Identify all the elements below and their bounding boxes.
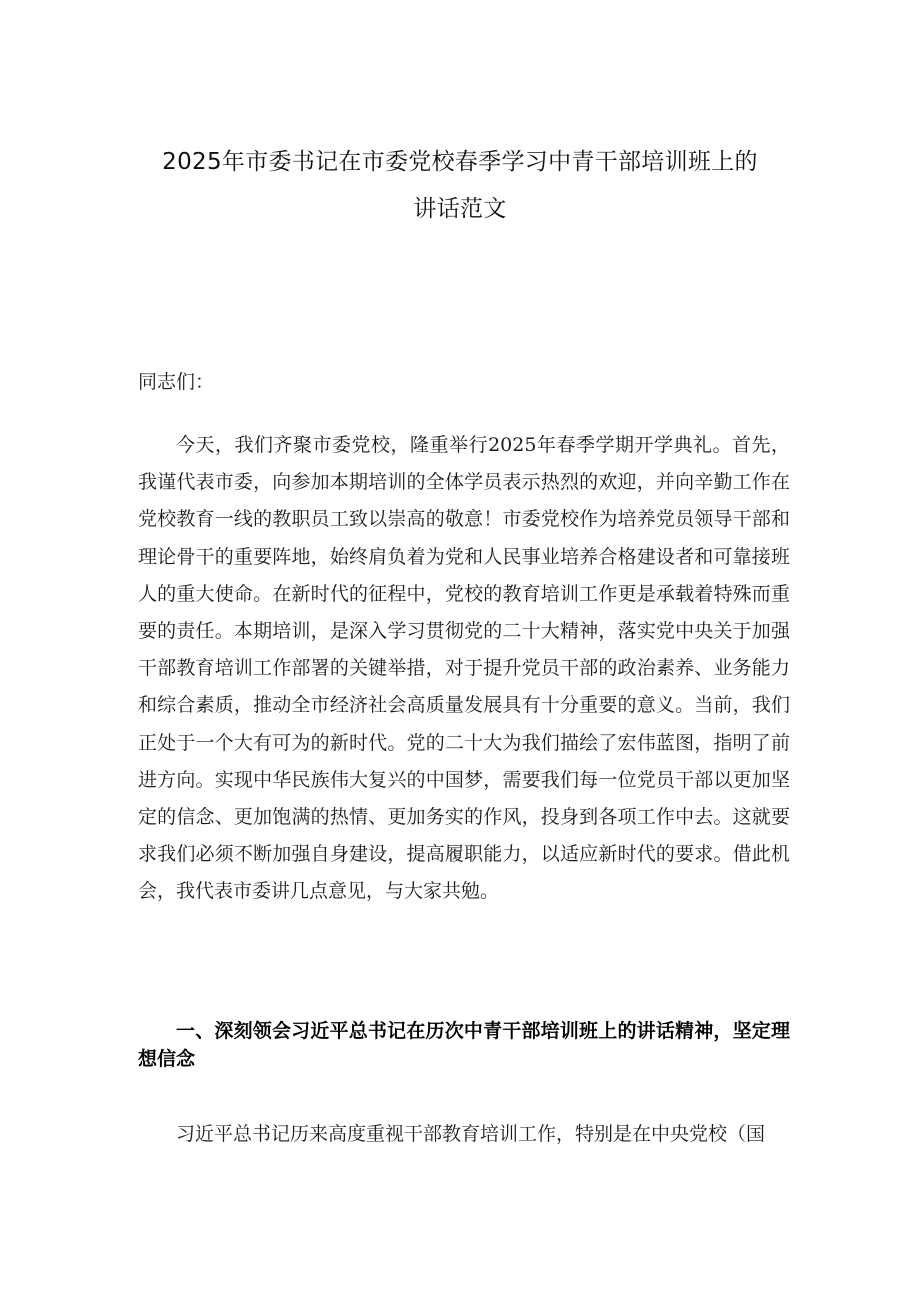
section-heading-1: 一、深刻领会习近平总书记在历次中青干部培训班上的讲话精神，坚定理想信念 xyxy=(138,1020,790,1070)
salutation: 同志们： xyxy=(138,371,215,393)
document-title-line-2: 讲话范文 xyxy=(413,196,507,222)
body-paragraph-1: 今天，我们齐聚市委党校，隆重举行2025年春季学期开学典礼。首先，我谨代表市委，向参加本期培训的全体学员表示热烈的欢迎，并向辛勤工作在党校教育一线的教职员工致以崇高的敬意！市委党校作为培养党员领导干部和理论骨干的重要阵地，始终肩负着为党和人民事业培养合格建设者和可靠接班人的重大使命。在新时代的征程中，党校的教育培训工作更是承载着特殊而重要的责任。本期培训，是深入学习贯彻党的二十大精神，落实党中央关于加强干部教育培训工作部署的关键举措，对于提升党员干部的政治素养、业务能力和综合素质，推动全市经济社会高质量发展具有十分重要的意义。当前，我们正处于一个大有可为的新时代。党的二十大为我们描绘了宏伟蓝图，指明了前进方向。实现中华民族伟大复兴的中国梦，需要我们每一位党员干部以更加坚定的信念、更加饱满的热情、更加务实的作风，投身到各项工作中去。这就要求我们必须不断加强自身建设，提高履职能力，以适应新时代的要求。借此机会，我代表市委讲几点意见，与大家共勉。 xyxy=(138,434,790,903)
document-title-line-1: 2025年市委书记在市委党校春季学习中青干部培训班上的 xyxy=(162,149,758,175)
body-paragraph-2: 习近平总书记历来高度重视干部教育培训工作，特别是在中央党校（国 xyxy=(176,1123,766,1145)
